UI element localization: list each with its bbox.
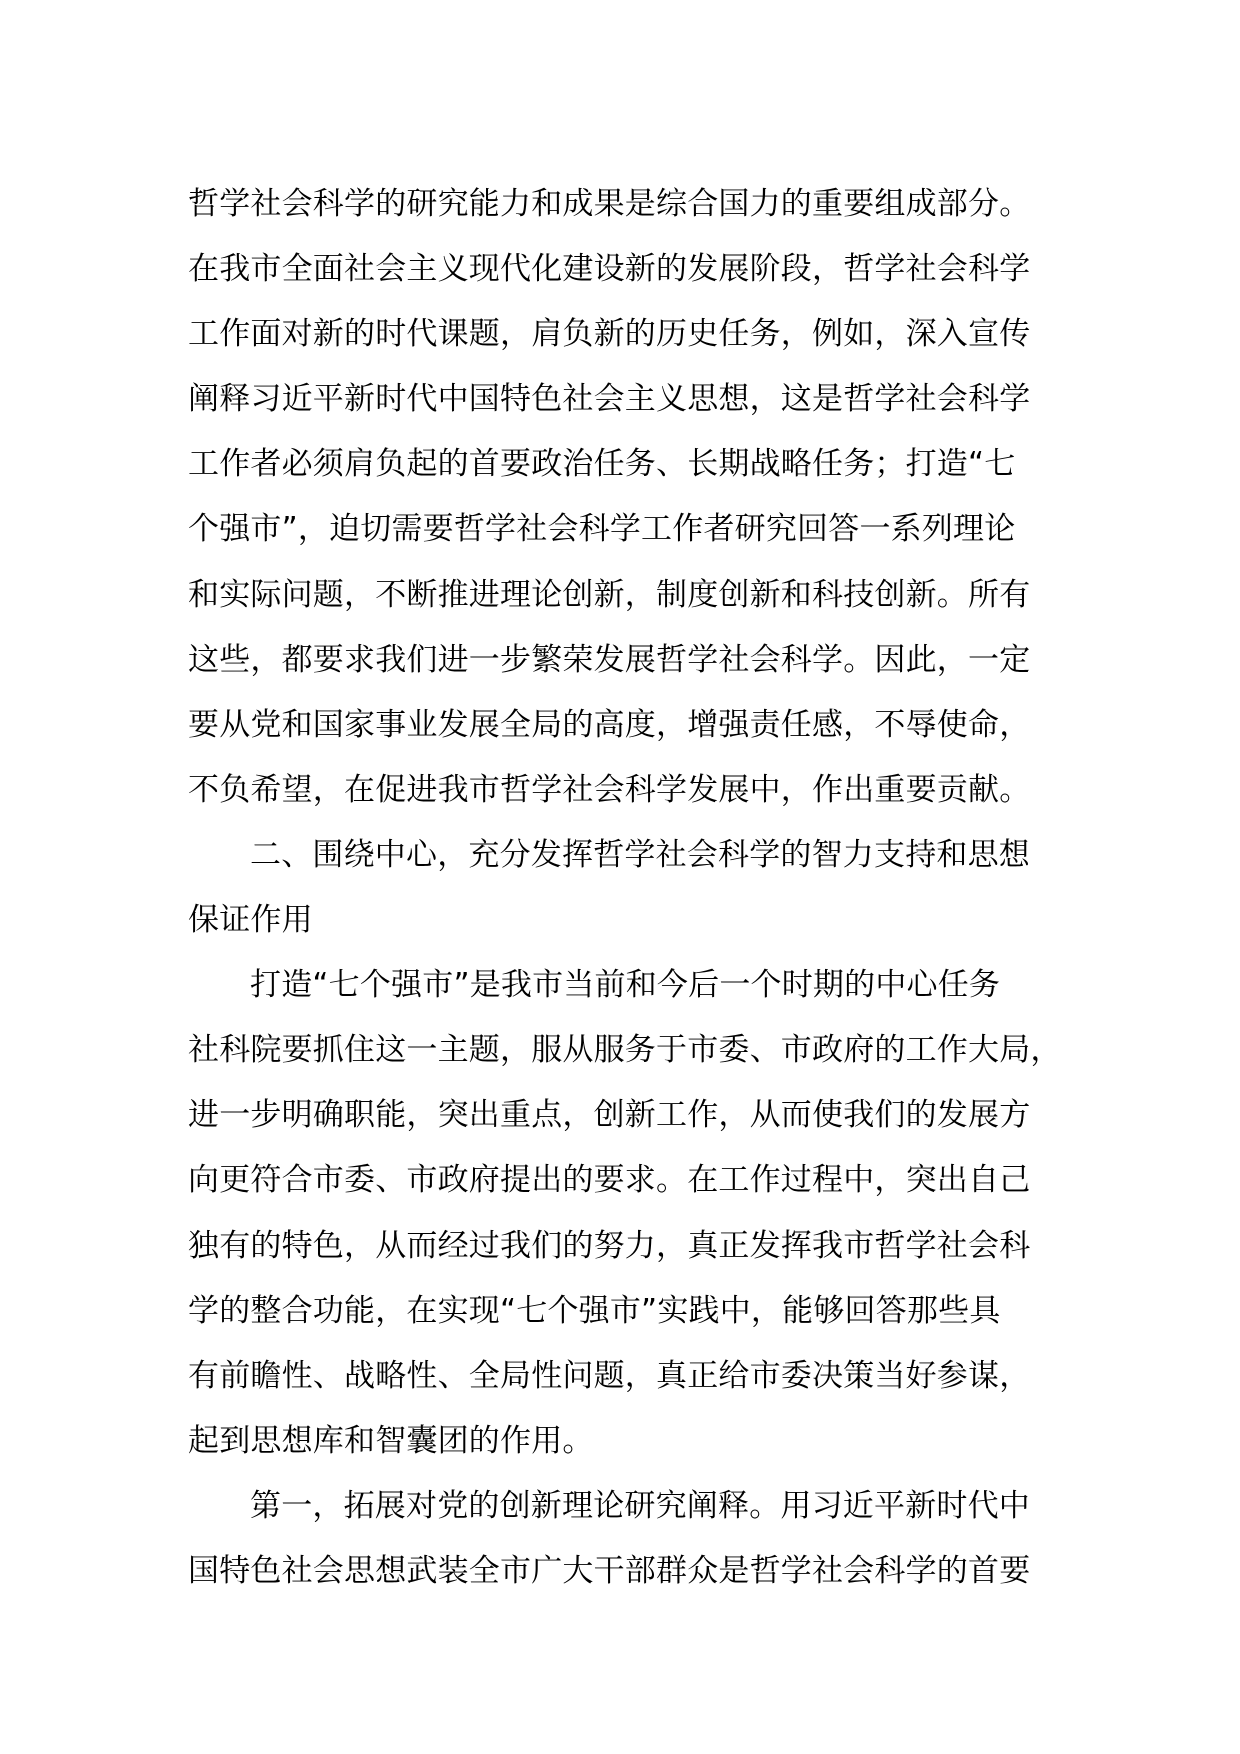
section-heading-2: 二、围绕中心，充分发挥哲学社会科学的智力支持和思想 bbox=[250, 836, 1030, 873]
text-line-18: 学的整合功能，在实现“七个强市”实践中，能够回答那些具 bbox=[188, 1292, 1001, 1329]
text-line-6: 个强市”，迫切需要哲学社会科学工作者研究回答一系列理论 bbox=[188, 511, 1016, 548]
text-line-20: 起到思想库和智囊团的作用。 bbox=[188, 1422, 594, 1459]
document-body bbox=[188, 172, 1088, 1604]
text-line-15: 进一步明确职能，突出重点，创新工作，从而使我们的发展方 bbox=[188, 1097, 1031, 1134]
text-line-22: 国特色社会思想武装全市广大干部群众是哲学社会科学的首要 bbox=[188, 1552, 1031, 1589]
text-line-13: 打造“七个强市”是我市当前和今后一个时期的中心任务 bbox=[250, 967, 1001, 1004]
text-line-14: 社科院要抓住这一主题，服从服务于市委、市政府的工作大局， bbox=[188, 1032, 1062, 1069]
text-line-1: 哲学社会科学的研究能力和成果是综合国力的重要组成部分。 bbox=[188, 186, 1031, 222]
section-heading-2-cont: 保证作用 bbox=[188, 902, 313, 939]
text-line-5: 工作者必须肩负起的首要政治任务、长期战略任务；打造“七 bbox=[188, 446, 1016, 483]
text-line-9: 要从党和国家事业发展全局的高度，增强责任感，不辱使命， bbox=[188, 706, 1031, 743]
text-line-19: 有前瞻性、战略性、全局性问题，真正给市委决策当好参谋， bbox=[188, 1357, 1031, 1394]
text-line-10: 不负希望，在促进我市哲学社会科学发展中，作出重要贡献。 bbox=[188, 771, 1031, 808]
text-line-17: 独有的特色，从而经过我们的努力，真正发挥我市哲学社会科 bbox=[188, 1227, 1031, 1264]
text-line-16: 向更符合市委、市政府提出的要求。在工作过程中，突出自己 bbox=[188, 1162, 1031, 1199]
text-line-4: 阐释习近平新时代中国特色社会主义思想，这是哲学社会科学 bbox=[188, 381, 1031, 418]
text-line-21: 第一，拓展对党的创新理论研究阐释。用习近平新时代中 bbox=[250, 1487, 1030, 1524]
text-line-2: 在我市全面社会主义现代化建设新的发展阶段，哲学社会科学 bbox=[188, 251, 1031, 288]
text-line-8: 这些，都要求我们进一步繁荣发展哲学社会科学。因此，一定 bbox=[188, 641, 1031, 678]
text-line-7: 和实际问题，不断推进理论创新，制度创新和科技创新。所有 bbox=[188, 576, 1031, 613]
text-line-3: 工作面对新的时代课题，肩负新的历史任务，例如，深入宣传 bbox=[188, 316, 1031, 353]
